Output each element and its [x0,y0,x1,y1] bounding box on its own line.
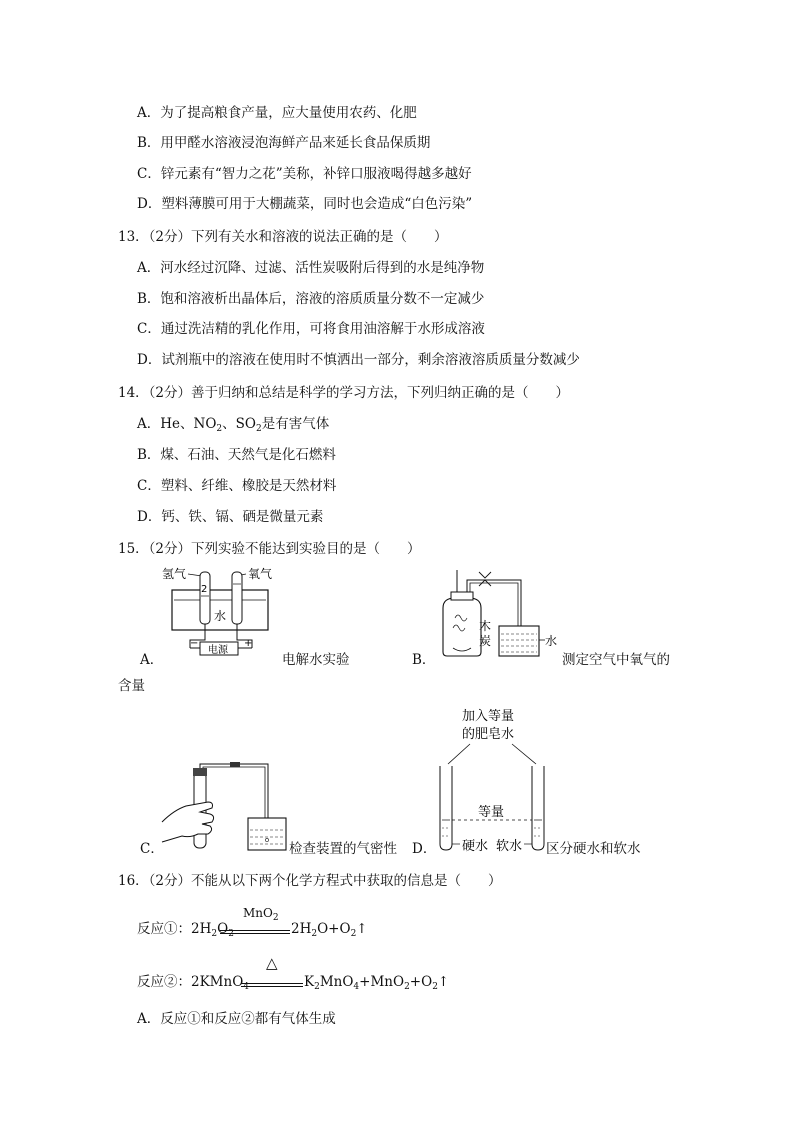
hard-water-label: 硬水 [462,839,489,854]
q13-option-c: C．通过洗洁精的乳化作用，可将食用油溶解于水形成溶液 [137,321,485,337]
reaction-2-rhs: $K_2MnO_4+MnO_2+O_2↑$ [304,974,450,992]
reaction-2-equals-line-top [241,983,303,984]
q12-option-a: A．为了提高粮食产量，应大量使用农药、化肥 [137,105,417,121]
q15-option-b-letter: B． [412,652,436,668]
electrolysis-figure [160,562,285,657]
q14-option-a: A．He、$NO_2$、$SO_2$是有害气体 [137,416,330,434]
q12-option-c: C．锌元素有“智力之花”美称，补锌口服液喝得越多越好 [137,166,472,182]
q15-option-b-caption: 测定空气中氧气的 [562,652,670,668]
equal-amount-label: 等量 [478,805,505,820]
svg-text:−: − [190,638,199,649]
reaction-2-lhs: 反应②：2KMnO$_4$ [137,974,249,992]
q13-option-a: A．河水经过沉降、过滤、活性炭吸附后得到的水是纯净物 [137,260,485,276]
q16-option-a: A．反应①和反应②都有气体生成 [137,1011,336,1027]
oxygen-label: 氧气 [248,567,273,581]
q14-stem: 14．（2分）善于归纳和总结是科学的学习方法，下列归纳正确的是（ ） [118,385,570,401]
reaction-1-rhs: $2H_2O+O_2↑$ [291,921,368,939]
water-label-b: 水 [545,634,558,648]
q15-option-a-caption: 电解水实验 [282,652,350,668]
q12-option-d: D．塑料薄膜可用于大棚蔬菜，同时也会造成“白色污染” [137,196,473,212]
svg-text:+: + [244,638,253,649]
q15-option-d-caption: 区分硬水和软水 [546,841,641,857]
reaction-1-catalyst: MnO$_2$ [243,906,279,923]
add-soap-label-1: 加入等量 [462,709,515,724]
q13-option-b: B．饱和溶液析出晶体后，溶液的溶质质量分数不一定减少 [137,291,485,307]
oxygen-measure-figure [435,568,565,658]
q14-option-b: B．煤、石油、天然气是化石燃料 [137,447,336,463]
reaction-2-heat: △ [266,954,278,972]
hard-soft-water-figure [430,706,555,856]
q16-stem: 16．（2分）不能从以下两个化学方程式中获取的信息是（ ） [118,873,502,889]
water-label-a: 水 [214,609,227,623]
airtightness-figure [160,760,290,852]
power-label: 电源 [208,645,228,656]
q15-option-d-letter: D． [412,841,437,857]
hydrogen-label: 氢气 [162,567,187,581]
q14-option-d: D．钙、铁、镉、硒是微量元素 [137,509,324,525]
q13-stem: 13．（2分）下列有关水和溶液的说法正确的是（ ） [118,229,448,245]
reaction-1-lhs: 反应①：$2H_2O_2$ [137,921,234,939]
q15-stem: 15．（2分）下列实验不能达到实验目的是（ ） [118,541,421,557]
q15-option-c-caption: 检查装置的气密性 [289,841,397,857]
reaction-2-equals-line-bottom [241,986,303,987]
reaction-1-equals-line-top [220,930,290,931]
reaction-1-equals-line-bottom [220,933,290,934]
svg-text:2: 2 [201,584,208,595]
add-soap-label-2: 的肥皂水 [462,727,515,742]
carbon-label-1: 木 [479,619,492,633]
q13-option-d: D．试剂瓶中的溶液在使用时不慎洒出一部分，剩余溶液溶质质量分数减少 [137,352,580,368]
q15-option-a-letter: A． [140,652,164,668]
q15-option-b-caption-2: 含量 [118,678,145,694]
q14-option-c: C．塑料、纤维、橡胶是天然材料 [137,478,337,494]
q12-option-b: B．用甲醛水溶液浸泡海鲜产品来延长食品保质期 [137,135,431,151]
q15-option-c-letter: C． [140,841,164,857]
carbon-label-2: 炭 [479,634,492,648]
soft-water-label: 软水 [496,839,523,854]
